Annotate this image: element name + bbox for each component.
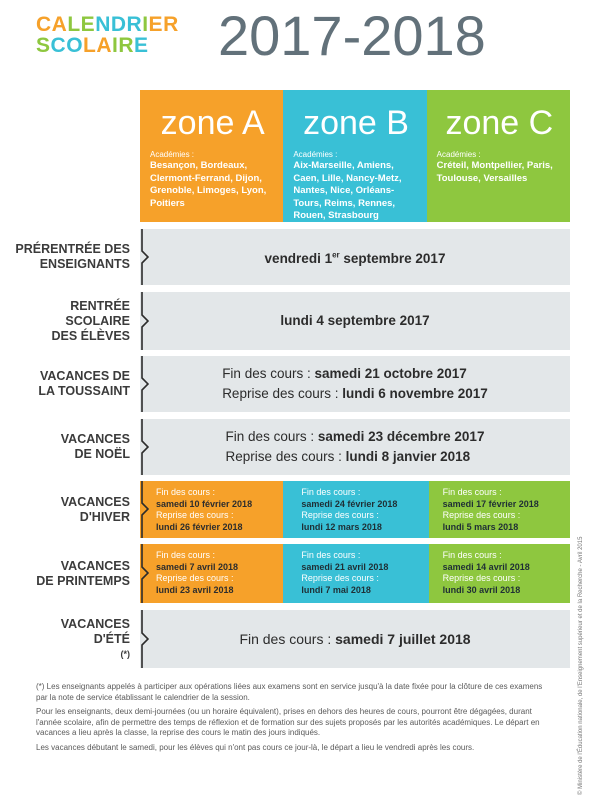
row-label-line: VACANCES bbox=[60, 494, 130, 509]
zone-c-title: zone C bbox=[445, 104, 554, 142]
fin-label: Fin des cours : bbox=[301, 550, 361, 560]
footnote-1: (*) Les enseignants appelés à participer aux opérations liées aux examens sont en service jusqu'à la date fixée pour la clôture de ces examens par la note de service établissant le calendrier de la session. bbox=[36, 682, 543, 702]
footnote-3: Les vacances débutant le samedi, pour les élèves qui n'ont pas cours ce jour-là, le départ a lieu le vendredi après les cours. bbox=[36, 742, 475, 752]
title-letter: C bbox=[50, 34, 67, 57]
row-prerentree bbox=[0, 229, 593, 285]
fin-label: Fin des cours : bbox=[156, 487, 216, 497]
fin-label: Fin des cours : bbox=[222, 366, 315, 381]
zone-c-academies: Créteil, Montpellier, Paris, Toulouse, Versailles bbox=[436, 160, 553, 184]
fin-date: samedi 24 février 2018 bbox=[301, 498, 398, 509]
fin-date: samedi 21 octobre 2017 bbox=[314, 366, 467, 381]
row-label-line: VACANCES bbox=[60, 432, 130, 446]
reprise-label: Reprise des cours : bbox=[156, 573, 234, 583]
fin-date: samedi 7 juillet 2018 bbox=[335, 631, 471, 647]
row-label-line: DE NOËL bbox=[74, 447, 130, 461]
row-content-printemps bbox=[140, 544, 570, 603]
row-label-line: RENTRÉE bbox=[70, 298, 130, 313]
zone-b-academies: Aix-Marseille, Amiens, Caen, Lille, Nancy-Metz, Nantes, Nice, Orléans-Tours, Reims, Rennes, Rouen, Strasbourg bbox=[293, 160, 402, 221]
fin-date: samedi 10 février 2018 bbox=[156, 498, 253, 509]
copyright-credit: © Ministère de l'Éducation nationale, de l'Enseignement supérieur et de la Recherche - Avril 2015 bbox=[578, 536, 584, 795]
row-content-noel bbox=[140, 419, 570, 475]
reprise-date: lundi 23 avril 2018 bbox=[156, 584, 234, 595]
fin-date: samedi 21 avril 2018 bbox=[301, 561, 389, 572]
row-arrow-icon bbox=[141, 356, 149, 412]
row-label-line: ENSEIGNANTS bbox=[39, 257, 130, 271]
title-letter: E bbox=[134, 34, 149, 57]
zone-b bbox=[283, 90, 426, 222]
reprise-label: Reprise des cours : bbox=[222, 386, 343, 401]
title-letter: I bbox=[112, 34, 119, 57]
row-arrow-icon bbox=[141, 610, 149, 668]
row-arrow-icon bbox=[141, 229, 149, 285]
row-label-text: D'ÉTÉ bbox=[93, 631, 130, 646]
fin-date: samedi 23 décembre 2017 bbox=[317, 429, 485, 444]
row-content-rentree bbox=[140, 292, 570, 350]
title-letter: L bbox=[67, 13, 81, 36]
row-label-line: DE PRINTEMPS bbox=[36, 573, 130, 588]
row-label-prerentree bbox=[0, 229, 134, 285]
row-label-rentree bbox=[0, 292, 134, 350]
row-content-ete bbox=[140, 610, 570, 668]
zones-header bbox=[140, 90, 570, 222]
row-label-line bbox=[94, 632, 130, 662]
date-text: septembre 2017 bbox=[339, 250, 446, 266]
hiver-zone-a bbox=[140, 481, 283, 538]
row-content-hiver bbox=[140, 481, 570, 538]
row-ete bbox=[0, 610, 593, 668]
row-content-prerentree bbox=[140, 229, 570, 285]
row-arrow-icon bbox=[141, 292, 149, 350]
reprise-date: lundi 26 février 2018 bbox=[156, 521, 243, 532]
rentree-date bbox=[280, 312, 429, 330]
fin-date: samedi 17 février 2018 bbox=[442, 498, 539, 509]
ete-dates bbox=[239, 630, 470, 648]
printemps-zone-a bbox=[140, 544, 283, 603]
zone-c-label: Académies : bbox=[436, 150, 481, 159]
zone-b-label: Académies : bbox=[293, 150, 338, 159]
reprise-label: Reprise des cours : bbox=[156, 510, 234, 520]
reprise-date: lundi 7 mai 2018 bbox=[301, 584, 371, 595]
reprise-label: Reprise des cours : bbox=[225, 449, 346, 464]
row-label-line: LA TOUSSAINT bbox=[38, 384, 130, 398]
row-label-line: D'HIVER bbox=[79, 509, 130, 524]
header bbox=[0, 0, 593, 80]
printemps-zone-b bbox=[283, 544, 428, 603]
title-letter: R bbox=[118, 34, 135, 57]
date-text: lundi 4 septembre 2017 bbox=[280, 313, 430, 328]
row-label-hiver bbox=[0, 481, 134, 538]
row-label-ete bbox=[0, 610, 134, 668]
zone-a-title: zone A bbox=[160, 104, 265, 142]
toussaint-dates bbox=[222, 364, 488, 404]
row-label-printemps bbox=[0, 544, 134, 603]
title-letter: I bbox=[142, 13, 149, 36]
title-letter: N bbox=[95, 13, 111, 36]
calendar-title-line2 bbox=[36, 35, 179, 56]
date-text: vendredi 1 bbox=[264, 250, 333, 266]
row-label-toussaint bbox=[0, 356, 134, 412]
title-letter: C bbox=[36, 13, 52, 36]
row-arrow-icon bbox=[141, 419, 149, 475]
prerentree-date bbox=[265, 246, 446, 268]
row-label-noel bbox=[0, 419, 134, 475]
title-letter: A bbox=[96, 34, 113, 57]
row-toussaint bbox=[0, 356, 593, 412]
title-letter: L bbox=[83, 34, 97, 57]
fin-label: Fin des cours : bbox=[442, 487, 502, 497]
row-arrow-icon bbox=[141, 544, 149, 603]
fin-label: Fin des cours : bbox=[442, 550, 502, 560]
row-label-line: SCOLAIRE bbox=[65, 313, 130, 328]
fin-date: samedi 7 avril 2018 bbox=[156, 561, 239, 572]
title-letter: O bbox=[66, 34, 84, 57]
reprise-date: lundi 6 novembre 2017 bbox=[342, 386, 488, 401]
zone-a bbox=[140, 90, 283, 222]
date-sup: er bbox=[332, 250, 340, 260]
row-arrow-icon bbox=[141, 481, 149, 538]
calendar-title bbox=[36, 14, 179, 56]
row-hiver bbox=[0, 481, 593, 538]
title-letter: S bbox=[36, 34, 51, 57]
fin-label: Fin des cours : bbox=[301, 487, 361, 497]
row-label-line: VACANCES DE bbox=[39, 369, 130, 383]
school-years: 2017-2018 bbox=[218, 4, 486, 67]
reprise-label: Reprise des cours : bbox=[442, 510, 521, 520]
title-letter: R bbox=[163, 13, 179, 36]
fin-label: Fin des cours : bbox=[225, 429, 318, 444]
reprise-date: lundi 12 mars 2018 bbox=[301, 521, 382, 532]
title-letter: E bbox=[80, 13, 96, 36]
zone-a-academies: Besançon, Bordeaux, Clermont-Ferrand, Dijon, Grenoble, Limoges, Lyon, Poitiers bbox=[150, 160, 267, 209]
title-letter: R bbox=[126, 13, 143, 36]
footnotes bbox=[36, 682, 551, 757]
row-content-toussaint bbox=[140, 356, 570, 412]
title-letter: D bbox=[110, 13, 127, 36]
row-label-line: VACANCES bbox=[60, 616, 130, 631]
row-label-line: DES ÉLÈVES bbox=[51, 328, 130, 343]
reprise-date: lundi 8 janvier 2018 bbox=[345, 449, 471, 464]
calendar-title-line1 bbox=[36, 14, 179, 35]
reprise-date: lundi 30 avril 2018 bbox=[442, 584, 521, 595]
row-rentree bbox=[0, 292, 593, 350]
row-noel bbox=[0, 419, 593, 475]
reprise-label: Reprise des cours : bbox=[442, 573, 521, 583]
hiver-zone-b bbox=[283, 481, 428, 538]
fin-date: samedi 14 avril 2018 bbox=[442, 561, 530, 572]
footnote-2: Pour les enseignants, deux demi-journées (ou un horaire équivalent), prises en dehors des heures de cours, pourront être dégagées, durant l'année scolaire, afin de permettre des temps de réflexion et de formation sur des sujets proposés par les autorités académiques. Le départ en vacances a lieu après la classe, la reprise des cours le matin des jours indiqués. bbox=[36, 707, 540, 737]
zone-a-label: Académies : bbox=[150, 150, 195, 159]
reprise-label: Reprise des cours : bbox=[301, 510, 379, 520]
fin-label: Fin des cours : bbox=[239, 631, 336, 647]
footnote-mark: (*) bbox=[120, 648, 130, 659]
reprise-label: Reprise des cours : bbox=[301, 573, 379, 583]
zone-c bbox=[427, 90, 570, 222]
row-label-line: VACANCES bbox=[60, 558, 130, 573]
printemps-zone-c bbox=[429, 544, 570, 603]
hiver-zone-c bbox=[429, 481, 570, 538]
zone-b-title: zone B bbox=[303, 104, 409, 142]
row-label-line: PRÉRENTRÉE DES bbox=[15, 242, 130, 256]
row-printemps bbox=[0, 544, 593, 603]
reprise-date: lundi 5 mars 2018 bbox=[442, 521, 519, 532]
title-letter: E bbox=[148, 13, 164, 36]
title-letter: A bbox=[51, 13, 68, 36]
noel-dates bbox=[226, 427, 485, 467]
fin-label: Fin des cours : bbox=[156, 550, 216, 560]
